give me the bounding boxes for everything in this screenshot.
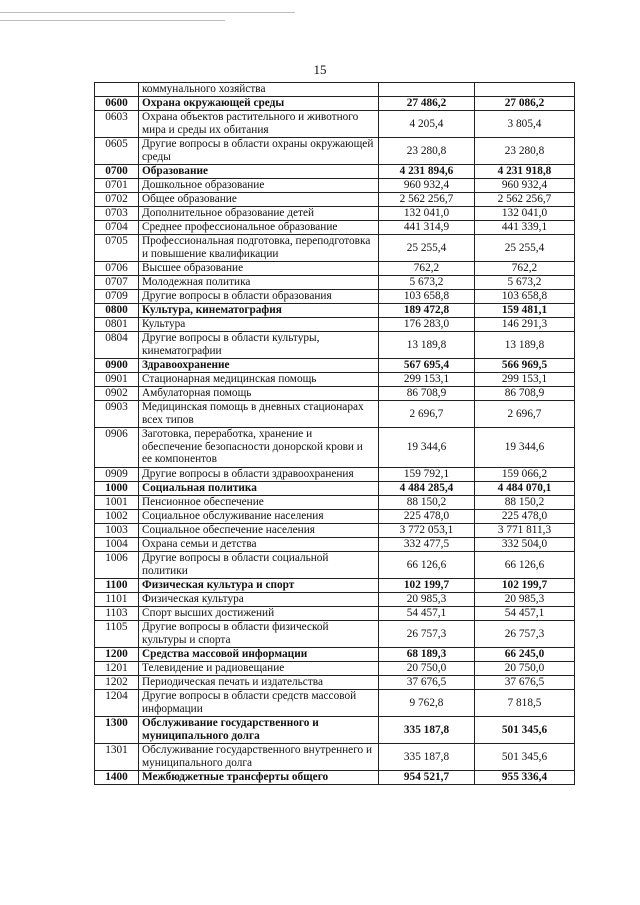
cell-value-1: 4 484 285,4	[379, 482, 475, 496]
cell-value-1: 2 696,7	[379, 401, 475, 428]
cell-value-2: 762,2	[475, 262, 575, 276]
table-row	[95, 207, 575, 221]
table-row	[95, 318, 575, 332]
cell-code: 0701	[95, 179, 139, 193]
cell-value-1: 23 280,8	[379, 138, 475, 165]
table-row	[95, 193, 575, 207]
table-row-section	[95, 359, 575, 373]
cell-name: Пенсионное обеспечение	[139, 496, 379, 510]
cell-value-2: 299 153,1	[475, 373, 575, 387]
cell-value-1: 960 932,4	[379, 179, 475, 193]
cell-name: Стационарная медицинская помощь	[139, 373, 379, 387]
table-row	[95, 552, 575, 579]
cell-name: Здравоохранение	[139, 359, 379, 373]
cell-value-1: 762,2	[379, 262, 475, 276]
cell-code: 1200	[95, 648, 139, 662]
cell-value-1: 5 673,2	[379, 276, 475, 290]
cell-code: 1202	[95, 676, 139, 690]
cell-code: 1001	[95, 496, 139, 510]
table-row	[95, 179, 575, 193]
scan-artifact-line	[0, 12, 295, 13]
cell-code: 0906	[95, 428, 139, 468]
cell-code: 0902	[95, 387, 139, 401]
table-row	[95, 221, 575, 235]
table-row	[95, 235, 575, 262]
cell-code: 0709	[95, 290, 139, 304]
cell-code: 1103	[95, 607, 139, 621]
cell-value-2: 20 985,3	[475, 593, 575, 607]
budget-table	[94, 82, 575, 785]
table-row	[95, 496, 575, 510]
cell-value-2	[475, 83, 575, 97]
cell-value-1: 567 695,4	[379, 359, 475, 373]
table-row	[95, 111, 575, 138]
cell-name: Физическая культура	[139, 593, 379, 607]
cell-name: Заготовка, переработка, хранение и обеспечение безопасности донорской крови и ее компонентов	[139, 428, 379, 468]
cell-value-2: 146 291,3	[475, 318, 575, 332]
table-row	[95, 332, 575, 359]
table-row	[95, 262, 575, 276]
table-row-section	[95, 648, 575, 662]
cell-value-2: 88 150,2	[475, 496, 575, 510]
cell-code: 0600	[95, 97, 139, 111]
cell-code: 1105	[95, 621, 139, 648]
cell-code: 0909	[95, 468, 139, 482]
cell-code: 0702	[95, 193, 139, 207]
table-row	[95, 138, 575, 165]
cell-code: 1006	[95, 552, 139, 579]
cell-name: Среднее профессиональное образование	[139, 221, 379, 235]
cell-value-2: 23 280,8	[475, 138, 575, 165]
cell-code: 0900	[95, 359, 139, 373]
cell-value-2: 13 189,8	[475, 332, 575, 359]
cell-code: 0903	[95, 401, 139, 428]
cell-value-2: 501 345,6	[475, 717, 575, 744]
cell-value-1: 86 708,9	[379, 387, 475, 401]
cell-value-1: 37 676,5	[379, 676, 475, 690]
cell-value-2: 26 757,3	[475, 621, 575, 648]
cell-code: 0804	[95, 332, 139, 359]
cell-value-1: 25 255,4	[379, 235, 475, 262]
table-row	[95, 607, 575, 621]
cell-value-2: 103 658,8	[475, 290, 575, 304]
cell-name: Другие вопросы в области здравоохранения	[139, 468, 379, 482]
cell-value-1: 20 985,3	[379, 593, 475, 607]
cell-value-1: 54 457,1	[379, 607, 475, 621]
cell-value-1: 20 750,0	[379, 662, 475, 676]
cell-name: Амбулаторная помощь	[139, 387, 379, 401]
cell-code: 0706	[95, 262, 139, 276]
cell-name: Другие вопросы в области культуры, кинематографии	[139, 332, 379, 359]
cell-name: Дополнительное образование детей	[139, 207, 379, 221]
cell-name: Профессиональная подготовка, переподготовка и повышение квалификации	[139, 235, 379, 262]
budget-table-body	[95, 83, 575, 785]
cell-code: 0703	[95, 207, 139, 221]
scan-artifact-line	[0, 20, 225, 21]
table-row	[95, 290, 575, 304]
table-row-section	[95, 717, 575, 744]
cell-value-2: 132 041,0	[475, 207, 575, 221]
cell-value-2: 2 562 256,7	[475, 193, 575, 207]
cell-value-2: 3 771 811,3	[475, 524, 575, 538]
cell-name: коммунального хозяйства	[139, 83, 379, 97]
cell-value-2: 37 676,5	[475, 676, 575, 690]
cell-name: Другие вопросы в области охраны окружающей среды	[139, 138, 379, 165]
cell-value-2: 19 344,6	[475, 428, 575, 468]
cell-value-1: 66 126,6	[379, 552, 475, 579]
cell-value-1: 88 150,2	[379, 496, 475, 510]
cell-value-2: 566 969,5	[475, 359, 575, 373]
cell-value-1	[379, 83, 475, 97]
cell-value-2: 102 199,7	[475, 579, 575, 593]
table-row-section	[95, 165, 575, 179]
cell-code: 0801	[95, 318, 139, 332]
cell-code: 1003	[95, 524, 139, 538]
cell-name: Культура, кинематография	[139, 304, 379, 318]
cell-name: Обслуживание государственного и муниципального долга	[139, 717, 379, 744]
cell-name: Молодежная политика	[139, 276, 379, 290]
table-row	[95, 510, 575, 524]
cell-value-2: 5 673,2	[475, 276, 575, 290]
table-row	[95, 468, 575, 482]
cell-name: Высшее образование	[139, 262, 379, 276]
cell-name: Социальное обеспечение населения	[139, 524, 379, 538]
cell-value-2: 20 750,0	[475, 662, 575, 676]
cell-value-1: 26 757,3	[379, 621, 475, 648]
table-row-section	[95, 97, 575, 111]
cell-value-1: 335 187,8	[379, 717, 475, 744]
table-row-section	[95, 579, 575, 593]
cell-code: 0707	[95, 276, 139, 290]
cell-name: Периодическая печать и издательства	[139, 676, 379, 690]
table-row	[95, 83, 575, 97]
cell-code: 0800	[95, 304, 139, 318]
cell-value-2: 159 066,2	[475, 468, 575, 482]
cell-name: Культура	[139, 318, 379, 332]
cell-value-1: 13 189,8	[379, 332, 475, 359]
cell-value-1: 68 189,3	[379, 648, 475, 662]
cell-value-1: 189 472,8	[379, 304, 475, 318]
cell-value-2: 66 245,0	[475, 648, 575, 662]
cell-code: 0605	[95, 138, 139, 165]
table-row-section	[95, 771, 575, 785]
cell-name: Общее образование	[139, 193, 379, 207]
cell-code: 0901	[95, 373, 139, 387]
cell-name: Медицинская помощь в дневных стационарах всех типов	[139, 401, 379, 428]
cell-value-2: 7 818,5	[475, 690, 575, 717]
cell-code: 1002	[95, 510, 139, 524]
cell-name: Социальная политика	[139, 482, 379, 496]
cell-code: 0705	[95, 235, 139, 262]
cell-value-1: 132 041,0	[379, 207, 475, 221]
cell-name: Охрана окружающей среды	[139, 97, 379, 111]
cell-name: Телевидение и радиовещание	[139, 662, 379, 676]
table-row	[95, 538, 575, 552]
cell-value-2: 66 126,6	[475, 552, 575, 579]
cell-name: Другие вопросы в области физической культуры и спорта	[139, 621, 379, 648]
cell-value-1: 299 153,1	[379, 373, 475, 387]
cell-value-2: 955 336,4	[475, 771, 575, 785]
cell-name: Обслуживание государственного внутреннего и муниципального долга	[139, 744, 379, 771]
cell-name: Дошкольное образование	[139, 179, 379, 193]
table-row	[95, 373, 575, 387]
cell-name: Образование	[139, 165, 379, 179]
cell-value-2: 25 255,4	[475, 235, 575, 262]
cell-value-2: 4 484 070,1	[475, 482, 575, 496]
cell-value-1: 335 187,8	[379, 744, 475, 771]
cell-name: Охрана семьи и детства	[139, 538, 379, 552]
cell-value-1: 332 477,5	[379, 538, 475, 552]
cell-value-1: 225 478,0	[379, 510, 475, 524]
cell-value-2: 2 696,7	[475, 401, 575, 428]
cell-code: 1004	[95, 538, 139, 552]
cell-code: 0700	[95, 165, 139, 179]
cell-value-1: 4 231 894,6	[379, 165, 475, 179]
table-row	[95, 690, 575, 717]
cell-code: 1301	[95, 744, 139, 771]
cell-name: Охрана объектов растительного и животного мира и среды их обитания	[139, 111, 379, 138]
cell-value-2: 225 478,0	[475, 510, 575, 524]
cell-code: 0603	[95, 111, 139, 138]
cell-name: Физическая культура и спорт	[139, 579, 379, 593]
cell-value-2: 3 805,4	[475, 111, 575, 138]
cell-code	[95, 83, 139, 97]
cell-name: Другие вопросы в области средств массовой информации	[139, 690, 379, 717]
cell-value-1: 954 521,7	[379, 771, 475, 785]
cell-value-1: 441 314,9	[379, 221, 475, 235]
page-number: 15	[313, 62, 327, 77]
table-row	[95, 621, 575, 648]
cell-value-1: 103 658,8	[379, 290, 475, 304]
cell-value-2: 86 708,9	[475, 387, 575, 401]
cell-value-2: 332 504,0	[475, 538, 575, 552]
cell-code: 1100	[95, 579, 139, 593]
table-row	[95, 676, 575, 690]
cell-value-1: 19 344,6	[379, 428, 475, 468]
table-row-section	[95, 482, 575, 496]
cell-name: Спорт высших достижений	[139, 607, 379, 621]
table-row-section	[95, 304, 575, 318]
cell-value-2: 501 345,6	[475, 744, 575, 771]
cell-value-2: 27 086,2	[475, 97, 575, 111]
cell-name: Межбюджетные трансферты общего	[139, 771, 379, 785]
cell-value-1: 2 562 256,7	[379, 193, 475, 207]
cell-value-1: 176 283,0	[379, 318, 475, 332]
table-row	[95, 744, 575, 771]
cell-name: Другие вопросы в области образования	[139, 290, 379, 304]
cell-code: 1000	[95, 482, 139, 496]
cell-value-2: 54 457,1	[475, 607, 575, 621]
cell-value-1: 102 199,7	[379, 579, 475, 593]
cell-code: 1300	[95, 717, 139, 744]
cell-value-1: 159 792,1	[379, 468, 475, 482]
cell-value-1: 27 486,2	[379, 97, 475, 111]
cell-name: Другие вопросы в области социальной политики	[139, 552, 379, 579]
table-row	[95, 524, 575, 538]
cell-value-1: 9 762,8	[379, 690, 475, 717]
table-row	[95, 387, 575, 401]
cell-name: Социальное обслуживание населения	[139, 510, 379, 524]
cell-code: 1204	[95, 690, 139, 717]
table-row	[95, 428, 575, 468]
cell-value-2: 441 339,1	[475, 221, 575, 235]
table-row	[95, 401, 575, 428]
cell-code: 1201	[95, 662, 139, 676]
cell-value-1: 3 772 053,1	[379, 524, 475, 538]
cell-value-2: 4 231 918,8	[475, 165, 575, 179]
table-row	[95, 593, 575, 607]
cell-code: 1101	[95, 593, 139, 607]
table-row	[95, 662, 575, 676]
table-row	[95, 276, 575, 290]
cell-value-2: 960 932,4	[475, 179, 575, 193]
cell-name: Средства массовой информации	[139, 648, 379, 662]
cell-code: 0704	[95, 221, 139, 235]
cell-value-1: 4 205,4	[379, 111, 475, 138]
cell-value-2: 159 481,1	[475, 304, 575, 318]
cell-code: 1400	[95, 771, 139, 785]
